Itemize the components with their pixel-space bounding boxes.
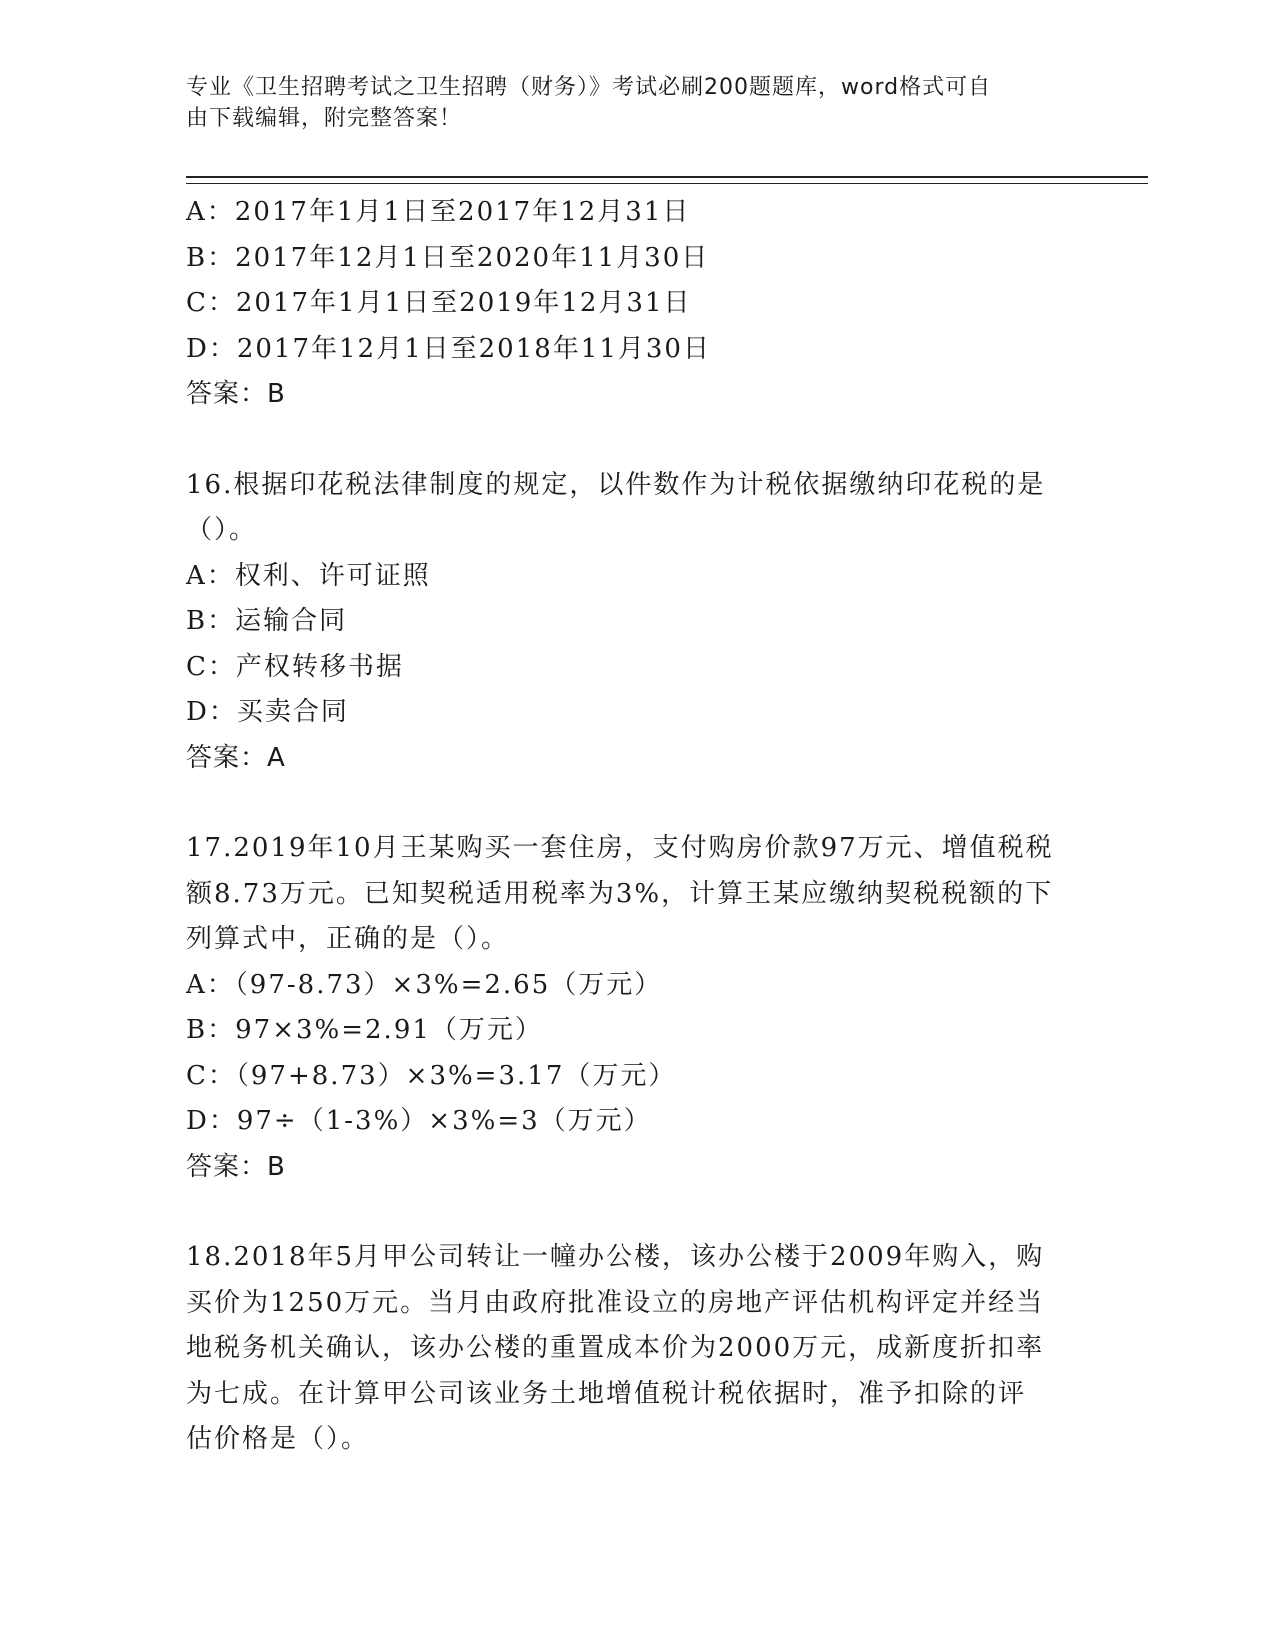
question-stem: 17.2019年10月王某购买一套住房，支付购房价款97万元、增值税税 [186,833,1054,863]
option-d: D：97÷（1-3%）×3%=3（万元） [186,1106,652,1136]
question-stem: 买价为1250万元。当月由政府批准设立的房地产评估机构评定并经当 [186,1287,1045,1318]
question-stem: 18.2018年5月甲公司转让一幢办公楼，该办公楼于2009年购入，购 [186,1242,1045,1272]
answer: 答案：A [186,742,286,773]
answer: 答案：B [186,1151,286,1182]
option-d: D：2017年12月1日至2018年11月30日 [186,333,711,364]
option-a: A：2017年1月1日至2017年12月31日 [186,197,691,227]
question-18 [186,1235,1076,1463]
answer: 答案：B [186,379,286,409]
question-spacer [186,1190,1076,1235]
header-line-2: 由下载编辑，附完整答案！ [186,106,463,131]
question-spacer [186,781,1076,826]
page-header [186,72,1066,134]
question-stem: 估价格是（）。 [186,1424,370,1454]
header-line-1: 专业《卫生招聘考试之卫生招聘（财务）》考试必刷200题题库，word格式可自 [186,75,992,100]
question-content [186,190,1076,1463]
question-stem: 为七成。在计算甲公司该业务土地增值税计税依据时，准予扣除的评 [186,1378,1027,1409]
question-stem: （）。 [186,515,258,545]
question-16 [186,463,1076,782]
question-spacer [186,418,1076,463]
header-divider [186,176,1148,184]
question-stem: 列算式中，正确的是（）。 [186,924,510,954]
option-b: B：2017年12月1日至2020年11月30日 [186,242,710,273]
question-stem: 额8.73万元。已知契税适用税率为3%，计算王某应缴纳契税税额的下 [186,878,1054,909]
option-d: D：买卖合同 [186,697,349,727]
option-a: A：（97-8.73）×3%=2.65（万元） [186,969,663,1000]
question-stem: 地税务机关确认，该办公楼的重置成本价为2000万元，成新度折扣率 [186,1333,1045,1363]
question-stem: 16.根据印花税法律制度的规定，以件数作为计税依据缴纳印花税的是 [186,469,1046,500]
question-17 [186,826,1076,1190]
option-b: B：97×3%=2.91（万元） [186,1015,543,1045]
option-b: B：运输合同 [186,606,348,636]
option-a: A：权利、许可证照 [186,560,431,591]
option-c: C：（97+8.73）×3%=3.17（万元） [186,1060,677,1091]
question-15 [186,190,1076,418]
option-c: C：产权转移书据 [186,651,404,682]
option-c: C：2017年1月1日至2019年12月31日 [186,288,692,318]
